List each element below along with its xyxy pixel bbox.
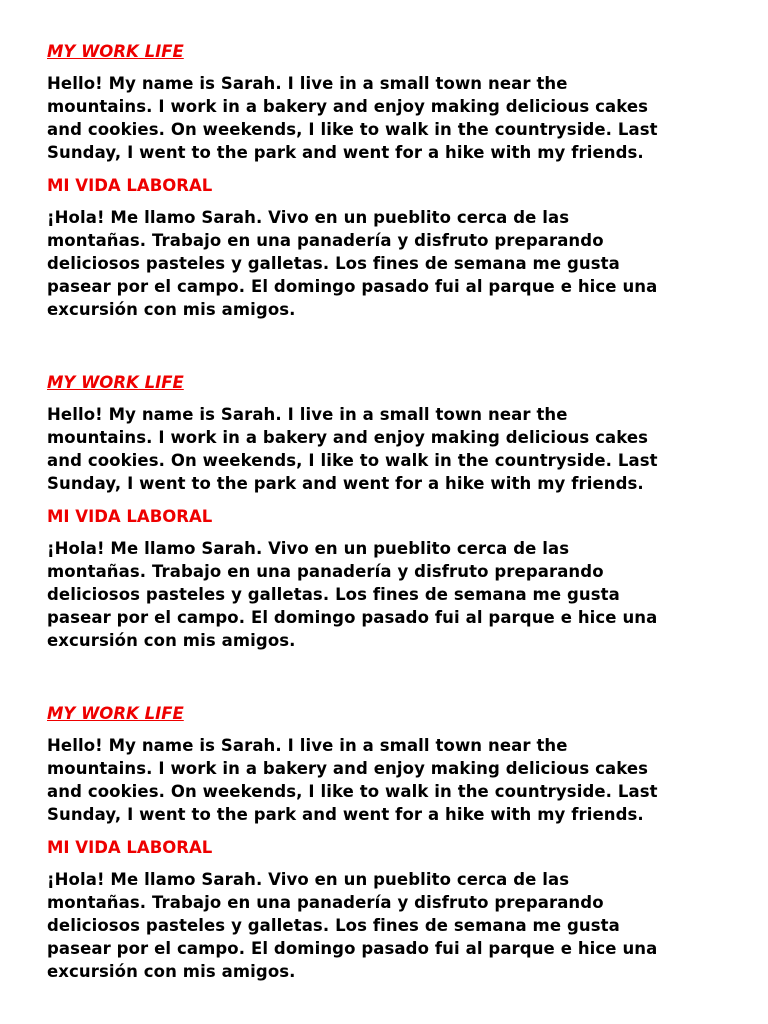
spanish-title: MI VIDA LABORAL xyxy=(47,176,213,195)
story-block-1 xyxy=(47,40,737,321)
spanish-title: MI VIDA LABORAL xyxy=(47,507,213,526)
english-line: and cookies. On weekends, I like to walk in the countryside. Last xyxy=(47,782,658,801)
spanish-line: deliciosos pasteles y galletas. Los fines de semana me gusta xyxy=(47,254,620,273)
english-line: mountains. I work in a bakery and enjoy making delicious cakes xyxy=(47,759,649,778)
spanish-line: montañas. Trabajo en una panadería y disfruto preparando xyxy=(47,231,604,250)
spanish-line: ¡Hola! Me llamo Sarah. Vivo en un pueblito cerca de las xyxy=(47,870,570,889)
english-paragraph xyxy=(47,403,737,495)
english-paragraph xyxy=(47,72,737,164)
story-block-2 xyxy=(47,371,737,652)
english-paragraph xyxy=(47,734,737,826)
spanish-line: pasear por el campo. El domingo pasado fui al parque e hice una xyxy=(47,939,658,958)
spanish-line: deliciosos pasteles y galletas. Los fines de semana me gusta xyxy=(47,916,620,935)
english-line: Sunday, I went to the park and went for a hike with my friends. xyxy=(47,474,644,493)
english-title: MY WORK LIFE xyxy=(47,42,184,61)
spanish-line: excursión con mis amigos. xyxy=(47,631,296,650)
english-line: mountains. I work in a bakery and enjoy making delicious cakes xyxy=(47,428,649,447)
english-line: Hello! My name is Sarah. I live in a small town near the xyxy=(47,74,568,93)
story-block-3 xyxy=(47,702,737,983)
spanish-line: ¡Hola! Me llamo Sarah. Vivo en un pueblito cerca de las xyxy=(47,539,570,558)
spanish-line: deliciosos pasteles y galletas. Los fines de semana me gusta xyxy=(47,585,620,604)
spanish-line: ¡Hola! Me llamo Sarah. Vivo en un pueblito cerca de las xyxy=(47,208,570,227)
spanish-line: excursión con mis amigos. xyxy=(47,962,296,981)
english-line: Hello! My name is Sarah. I live in a small town near the xyxy=(47,405,568,424)
english-line: and cookies. On weekends, I like to walk in the countryside. Last xyxy=(47,120,658,139)
english-line: and cookies. On weekends, I like to walk in the countryside. Last xyxy=(47,451,658,470)
english-line: mountains. I work in a bakery and enjoy making delicious cakes xyxy=(47,97,649,116)
english-title: MY WORK LIFE xyxy=(47,373,184,392)
spanish-paragraph xyxy=(47,537,737,652)
english-title: MY WORK LIFE xyxy=(47,704,184,723)
spanish-paragraph xyxy=(47,206,737,321)
english-line: Hello! My name is Sarah. I live in a small town near the xyxy=(47,736,568,755)
english-line: Sunday, I went to the park and went for a hike with my friends. xyxy=(47,143,644,162)
spanish-line: montañas. Trabajo en una panadería y disfruto preparando xyxy=(47,562,604,581)
spanish-line: pasear por el campo. El domingo pasado fui al parque e hice una xyxy=(47,277,658,296)
document-page xyxy=(47,40,737,983)
spanish-line: excursión con mis amigos. xyxy=(47,300,296,319)
spanish-line: montañas. Trabajo en una panadería y disfruto preparando xyxy=(47,893,604,912)
english-line: Sunday, I went to the park and went for a hike with my friends. xyxy=(47,805,644,824)
spanish-paragraph xyxy=(47,868,737,983)
spanish-line: pasear por el campo. El domingo pasado fui al parque e hice una xyxy=(47,608,658,627)
spanish-title: MI VIDA LABORAL xyxy=(47,838,213,857)
